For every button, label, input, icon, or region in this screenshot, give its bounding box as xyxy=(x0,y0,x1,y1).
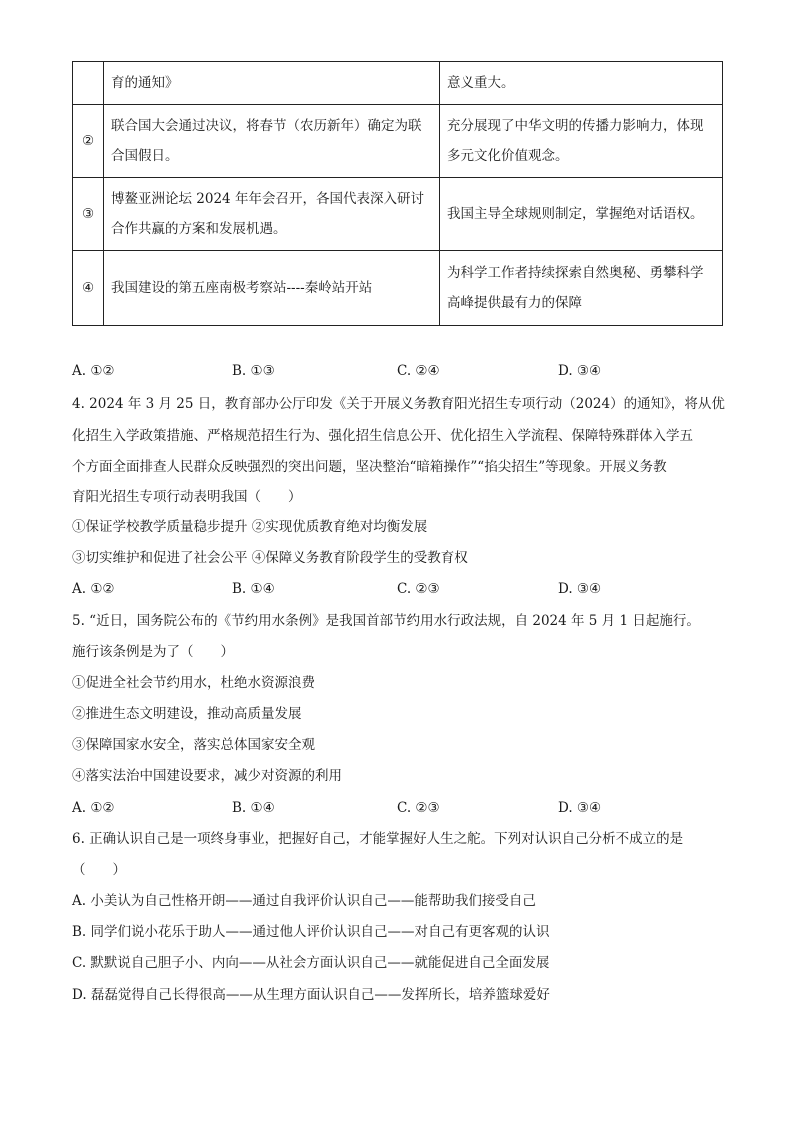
q5-options xyxy=(72,798,732,818)
table-row xyxy=(73,105,723,178)
q4-stem-line: 个方面全面排查人民群众反映强烈的突出问题，坚决整治“暗箱操作”“掐尖招生”等现象。开展义务教 xyxy=(72,459,667,475)
q6-option-a[interactable]: A. 小美认为自己性格开朗——通过自我评价认识自己——能帮助我们接受自己 xyxy=(72,893,536,909)
q5-stem-line: 5. “近日，国务院公布的《节约用水条例》是我国首部节约用水行政法规，自 2024 年 5 月 1 日起施行。 xyxy=(72,613,700,629)
q4-statement-line: ①保证学校教学质量稳步提升 ②实现优质教育绝对均衡发展 xyxy=(72,519,428,535)
option-a[interactable]: A. ①② xyxy=(72,581,115,597)
option-c[interactable]: C. ②③ xyxy=(397,800,440,816)
option-d[interactable]: D. ③④ xyxy=(558,581,602,597)
meaning-cell: 充分展现了中华文明的传播力影响力，体现多元文化价值观念。 xyxy=(440,105,723,178)
meaning-cell: 意义重大。 xyxy=(440,62,723,105)
q6-option-c[interactable]: C. 默默说自己胆子小、内向——从社会方面认识自己——就能促进自己全面发展 xyxy=(72,955,550,971)
q5-statement-line: ④落实法治中国建设要求，减少对资源的利用 xyxy=(72,768,342,784)
row-number xyxy=(73,62,104,105)
row-number: ② xyxy=(73,105,104,178)
q4-options xyxy=(72,579,732,599)
option-c[interactable]: C. ②③ xyxy=(397,581,440,597)
option-b[interactable]: B. ①④ xyxy=(232,800,275,816)
option-a[interactable]: A. ①② xyxy=(72,800,115,816)
q4-stem-line: 育阳光招生专项行动表明我国（ ） xyxy=(72,489,302,505)
q6-option-d[interactable]: D. 磊磊觉得自己长得很高——从生理方面认识自己——发挥所长，培养篮球爱好 xyxy=(72,987,550,1003)
q4-statement-line: ③切实维护和促进了社会公平 ④保障义务教育阶段学生的受教育权 xyxy=(72,550,468,566)
q6-stem-line: 6. 正确认识自己是一项终身事业，把握好自己，才能掌握好人生之舵。下列对认识自己分析不成立的是 xyxy=(72,831,684,847)
table-row xyxy=(73,62,723,105)
event-meaning-table xyxy=(72,61,723,326)
event-cell: 育的通知》 xyxy=(104,62,440,105)
event-cell: 我国建设的第五座南极考察站----秦岭站开站 xyxy=(104,251,440,326)
q6-stem-line: （ ） xyxy=(72,862,126,878)
option-a[interactable]: A. ①② xyxy=(72,363,115,379)
option-d[interactable]: D. ③④ xyxy=(558,363,602,379)
table-row xyxy=(73,178,723,251)
q6-option-b[interactable]: B. 同学们说小花乐于助人——通过他人评价认识自己——对自己有更客观的认识 xyxy=(72,924,550,940)
q4-stem-line: 化招生入学政策措施、严格规范招生行为、强化招生信息公开、优化招生入学流程、保障特殊群体入学五 xyxy=(72,428,693,444)
q5-statement-line: ②推进生态文明建设，推动高质量发展 xyxy=(72,706,302,722)
option-b[interactable]: B. ①③ xyxy=(232,363,275,379)
q5-statement-line: ①促进全社会节约用水，杜绝水资源浪费 xyxy=(72,675,315,691)
meaning-cell: 我国主导全球规则制定，掌握绝对话语权。 xyxy=(440,178,723,251)
option-b[interactable]: B. ①④ xyxy=(232,581,275,597)
meaning-cell: 为科学工作者持续探索自然奥秘、勇攀科学高峰提供最有力的保障 xyxy=(440,251,723,326)
option-d[interactable]: D. ③④ xyxy=(558,800,602,816)
q3-options xyxy=(72,361,732,381)
q5-statement-line: ③保障国家水安全，落实总体国家安全观 xyxy=(72,737,315,753)
table-row xyxy=(73,251,723,326)
q5-stem-line: 施行该条例是为了（ ） xyxy=(72,644,234,660)
event-cell: 联合国大会通过决议，将春节（农历新年）确定为联合国假日。 xyxy=(104,105,440,178)
event-cell: 博鳌亚洲论坛 2024 年年会召开，各国代表深入研讨合作共赢的方案和发展机遇。 xyxy=(104,178,440,251)
row-number: ④ xyxy=(73,251,104,326)
q4-stem-line: 4. 2024 年 3 月 25 日，教育部办公厅印发《关于开展义务教育阳光招生专项行动（2024）的通知》，将从优 xyxy=(72,396,725,412)
row-number: ③ xyxy=(73,178,104,251)
option-c[interactable]: C. ②④ xyxy=(397,363,440,379)
